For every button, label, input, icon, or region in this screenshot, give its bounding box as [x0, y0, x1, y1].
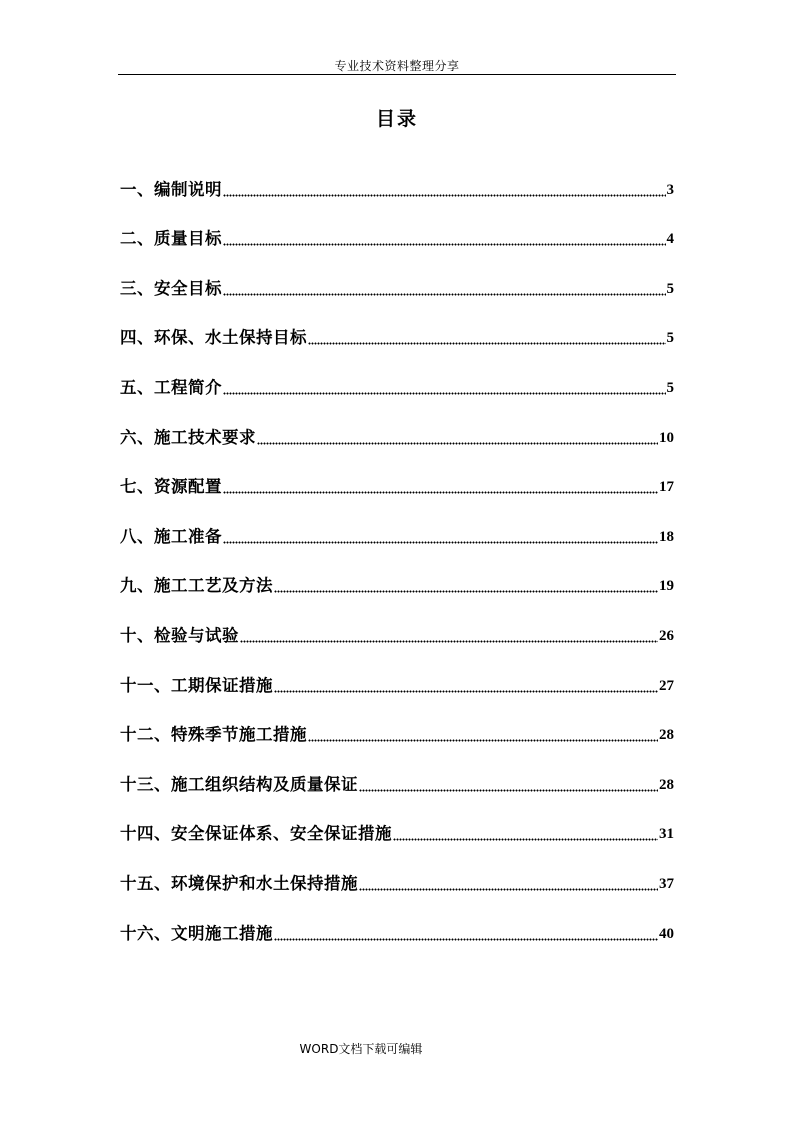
toc-entry-label: 八、施工准备 [120, 526, 222, 546]
toc-dot-leader [223, 243, 666, 246]
toc-entry[interactable] [120, 501, 674, 551]
toc-dot-leader [308, 739, 658, 742]
toc-entry[interactable] [120, 352, 674, 402]
page-footer-text: WORD文档下载可编辑 [299, 1042, 423, 1056]
toc-entry-page-number: 28 [659, 727, 674, 744]
toc-entry-page-number: 37 [659, 875, 674, 892]
toc-entry-page-number: 5 [666, 330, 674, 347]
toc-title: 目录 [375, 108, 418, 130]
toc-entry[interactable] [120, 898, 674, 948]
toc-entry-page-number: 3 [666, 181, 674, 198]
toc-entry[interactable] [120, 154, 674, 204]
toc-dot-leader [223, 194, 666, 197]
toc-dot-leader [274, 938, 658, 941]
toc-entry-label: 九、施工工艺及方法 [120, 576, 273, 596]
toc-entry[interactable] [120, 848, 674, 898]
toc-entry-label: 十五、环境保护和水土保持措施 [120, 873, 358, 893]
toc-entry-page-number: 10 [659, 429, 674, 446]
toc-dot-leader [223, 392, 666, 395]
toc-entry[interactable] [120, 650, 674, 700]
header-divider [118, 74, 676, 75]
toc-entry-label: 十一、工期保证措施 [120, 675, 273, 695]
toc-entry-page-number: 26 [659, 627, 674, 644]
toc-entry[interactable] [120, 551, 674, 601]
toc-entry-label: 十四、安全保证体系、安全保证措施 [120, 824, 392, 844]
toc-entry-page-number: 17 [659, 479, 674, 496]
toc-entry-label: 三、安全目标 [120, 278, 222, 298]
toc-dot-leader [223, 293, 666, 296]
toc-entry-page-number: 28 [659, 776, 674, 793]
toc-entry-page-number: 5 [666, 280, 674, 297]
toc-entry-label: 四、环保、水土保持目标 [120, 328, 307, 348]
toc-entry-page-number: 31 [659, 826, 674, 843]
toc-entry[interactable] [120, 600, 674, 650]
toc-list [120, 154, 674, 948]
toc-entry[interactable] [120, 452, 674, 502]
toc-dot-leader [223, 541, 658, 544]
toc-entry[interactable] [120, 799, 674, 849]
toc-entry-label: 七、资源配置 [120, 477, 222, 497]
toc-entry-label: 六、施工技术要求 [120, 427, 256, 447]
toc-dot-leader [359, 888, 658, 891]
toc-entry-page-number: 27 [659, 677, 674, 694]
toc-entry-label: 五、工程简介 [120, 377, 222, 397]
toc-entry-label: 一、编制说明 [120, 179, 222, 199]
toc-entry-label: 十三、施工组织结构及质量保证 [120, 774, 358, 794]
toc-dot-leader [274, 690, 658, 693]
toc-entry-label: 二、质量目标 [120, 229, 222, 249]
toc-entry-page-number: 40 [659, 925, 674, 942]
toc-entry[interactable] [120, 749, 674, 799]
toc-dot-leader [257, 442, 658, 445]
toc-entry[interactable] [120, 204, 674, 254]
page-header-text: 专业技术资料整理分享 [334, 59, 460, 73]
toc-entry-page-number: 5 [666, 379, 674, 396]
toc-dot-leader [240, 640, 658, 643]
toc-entry-page-number: 4 [666, 231, 674, 248]
toc-entry-label: 十六、文明施工措施 [120, 923, 273, 943]
toc-entry[interactable] [120, 700, 674, 750]
toc-dot-leader [308, 342, 666, 345]
toc-entry[interactable] [120, 303, 674, 353]
toc-dot-leader [274, 590, 658, 593]
toc-entry[interactable] [120, 253, 674, 303]
toc-entry-label: 十二、特殊季节施工措施 [120, 725, 307, 745]
toc-entry-page-number: 19 [659, 578, 674, 595]
toc-entry[interactable] [120, 402, 674, 452]
toc-dot-leader [359, 789, 658, 792]
toc-entry-label: 十、检验与试验 [120, 625, 239, 645]
toc-dot-leader [223, 491, 658, 494]
toc-dot-leader [393, 838, 658, 841]
toc-entry-page-number: 18 [659, 528, 674, 545]
